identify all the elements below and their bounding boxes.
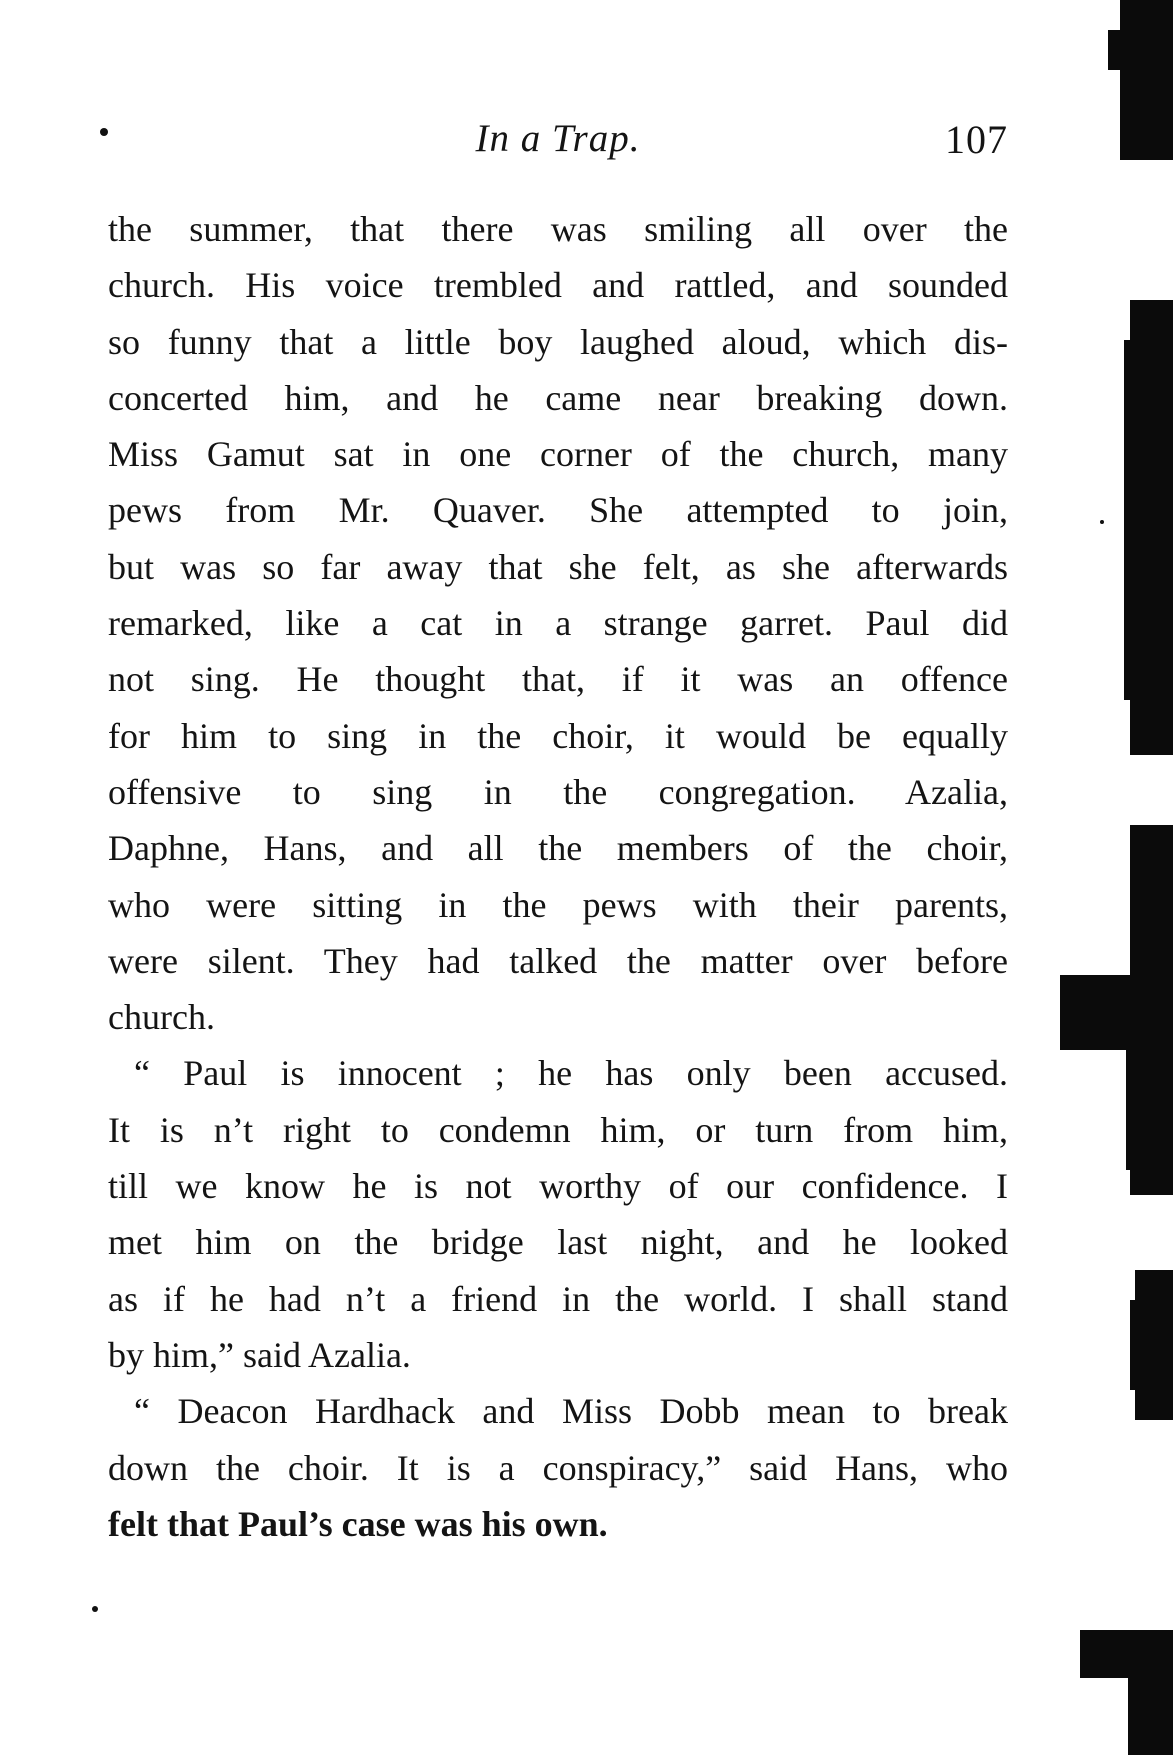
- text-line: Daphne, Hans, and all the members of the choir,: [108, 828, 1008, 869]
- text-line: offensive to sing in the congregation. Azalia,: [108, 771, 1008, 812]
- text-line: not sing. He thought that, if it was an offence: [108, 659, 1008, 700]
- text-line: church.: [108, 997, 215, 1038]
- text-line: till we know he is not worthy of our confidence. I: [108, 1166, 1008, 1207]
- scan-speck: [92, 1606, 98, 1612]
- text-line: as if he had n’t a friend in the world. I shall stand: [108, 1278, 1008, 1319]
- text-line: remarked, like a cat in a strange garret. Paul did: [108, 603, 1008, 644]
- text-line: for him to sing in the choir, it would be equally: [108, 715, 1008, 756]
- text-line: who were sitting in the pews with their parents,: [108, 884, 1008, 925]
- text-line: It is n’t right to condemn him, or turn from him,: [108, 1109, 1008, 1150]
- scan-speck: [1100, 520, 1104, 524]
- text-line: pews from Mr. Quaver. She attempted to join,: [108, 490, 1008, 531]
- text-line: church. His voice trembled and rattled, and sounded: [108, 265, 1008, 306]
- running-title: In a Trap.: [475, 117, 641, 160]
- text-line: so funny that a little boy laughed aloud, which dis-: [108, 321, 1008, 362]
- scan-bleed-mark: [1130, 300, 1173, 755]
- text-line: were silent. They had talked the matter over before: [108, 940, 1008, 981]
- scan-bleed-mark: [1126, 1050, 1136, 1170]
- scan-bleed-mark: [1130, 1300, 1138, 1390]
- scan-bleed-mark: [1128, 1670, 1173, 1755]
- body-text: [108, 201, 1008, 1552]
- scan-bleed-mark: [1135, 1270, 1173, 1420]
- text-line: but was so far away that she felt, as she afterwards: [108, 546, 1008, 587]
- text-line: felt that Paul’s case was his own.: [108, 1503, 608, 1544]
- text-line: by him,” said Azalia.: [108, 1334, 411, 1375]
- scan-bleed-mark: [1108, 30, 1126, 70]
- scan-bleed-mark: [1060, 975, 1135, 1050]
- scan-speck: [100, 128, 108, 136]
- scan-bleed-mark: [1130, 825, 1173, 1195]
- text-line: concerted him, and he came near breaking down.: [108, 377, 1008, 418]
- text-line: “ Deacon Hardhack and Miss Dobb mean to break: [134, 1391, 1008, 1432]
- text-line: “ Paul is innocent ; he has only been accused.: [134, 1053, 1008, 1094]
- page-number: 107: [945, 117, 1008, 162]
- scan-bleed-mark: [1120, 0, 1173, 160]
- text-line: down the choir. It is a conspiracy,” said Hans, who: [108, 1447, 1008, 1488]
- text-line: the summer, that there was smiling all over the: [108, 209, 1008, 249]
- scan-bleed-mark: [1124, 340, 1134, 700]
- text-line: met him on the bridge last night, and he looked: [108, 1222, 1008, 1263]
- page-header: [108, 116, 1008, 166]
- text-line: Miss Gamut sat in one corner of the church, many: [108, 434, 1008, 475]
